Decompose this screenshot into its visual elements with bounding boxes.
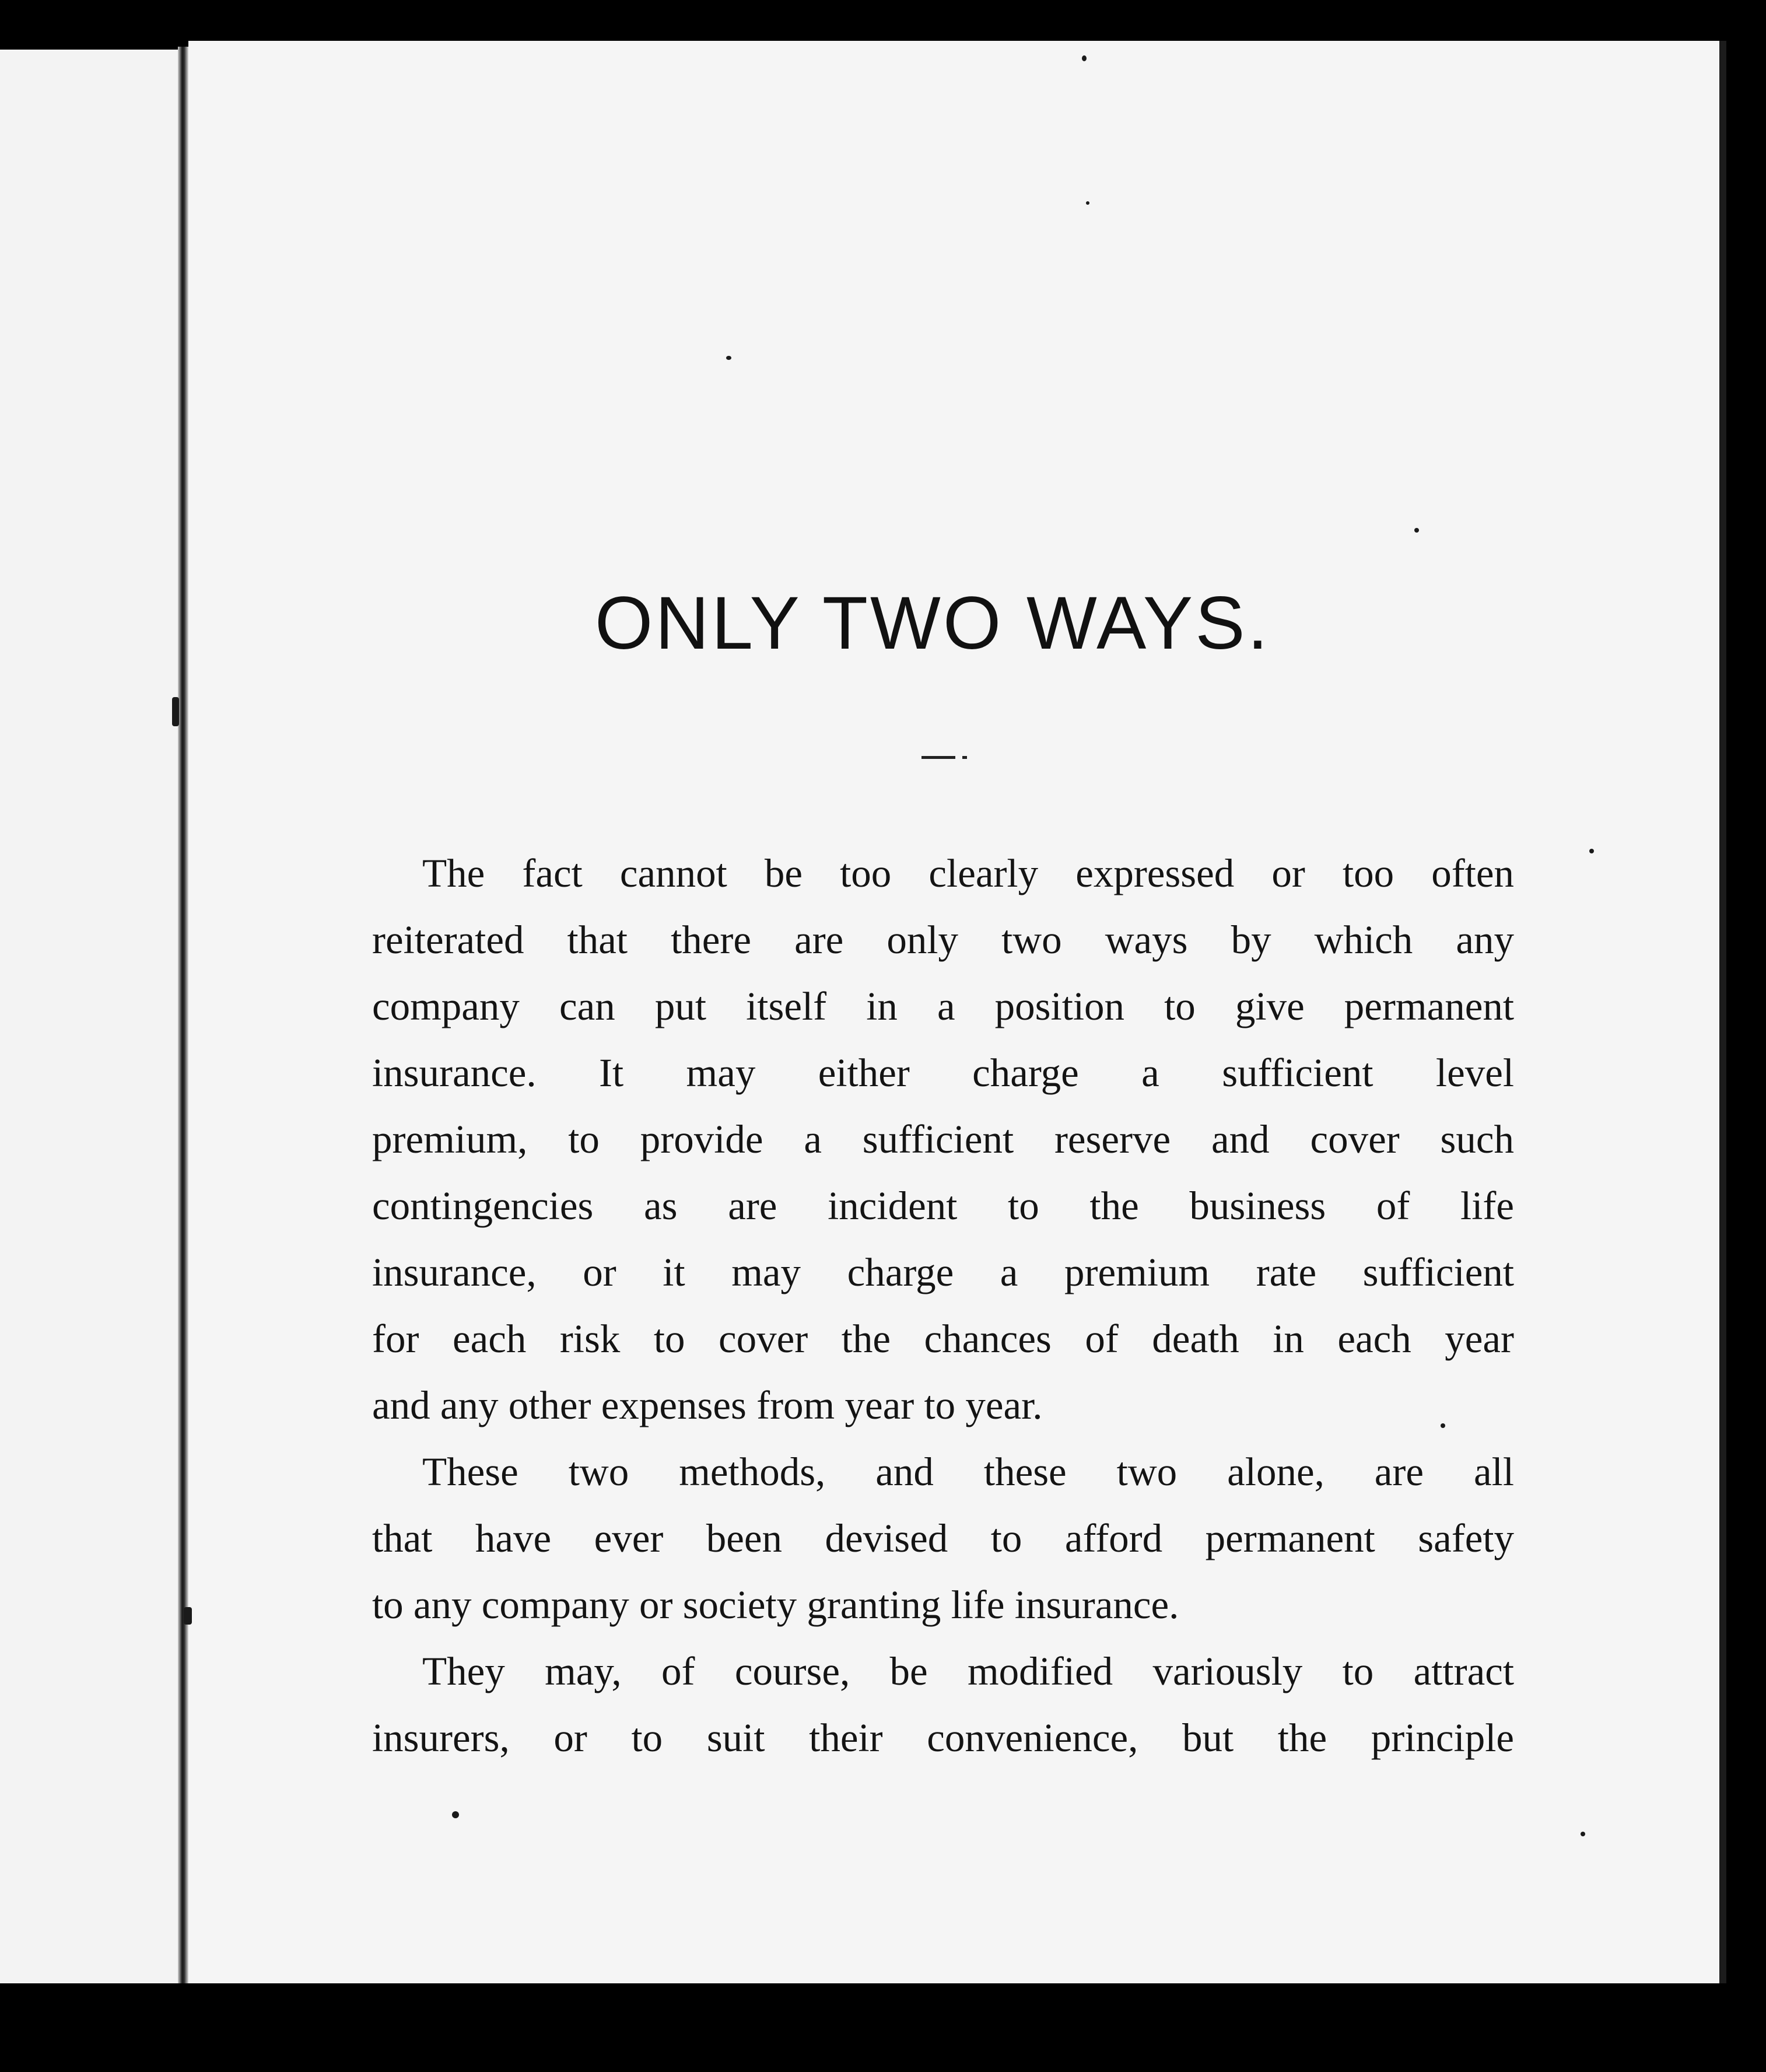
paragraph-3: [372, 1638, 1514, 1771]
text-line: premium, to provide a sufficient reserve and cover such: [372, 1117, 1514, 1161]
page-edge: [1719, 41, 1726, 1983]
scan-speck: [1589, 849, 1594, 853]
paragraph-2: [372, 1438, 1514, 1638]
facing-page-fragment: [0, 50, 178, 1986]
text-line: for each risk to cover the chances of death in each year: [372, 1317, 1514, 1361]
text-line: These two methods, and these two alone, are all: [422, 1450, 1514, 1494]
text-line: insurance, or it may charge a premium rate sufficient: [372, 1250, 1514, 1294]
scan-speck: [184, 1607, 192, 1625]
text-line: reiterated that there are only two ways by which any: [372, 918, 1514, 962]
binding-gutter: [178, 47, 188, 1995]
paragraph-1: [372, 840, 1514, 1438]
text-line: to any company or society granting life insurance.: [372, 1583, 1179, 1627]
scan-speck: [1086, 201, 1089, 205]
text-line: that have ever been devised to afford permanent safety: [372, 1516, 1514, 1560]
text-line: They may, of course, be modified variously to attract: [422, 1649, 1514, 1693]
text-line: insurance. It may either charge a sufficient level: [372, 1051, 1514, 1095]
scan-speck: [726, 356, 731, 360]
text-line: company can put itself in a position to give permanent: [372, 984, 1514, 1028]
title-rule-dot: [962, 756, 967, 759]
text-line: contingencies as are incident to the business of life: [372, 1184, 1514, 1228]
body-text: [372, 840, 1514, 1771]
text-line: The fact cannot be too clearly expressed or too often: [422, 851, 1514, 895]
scan-speck: [452, 1811, 459, 1818]
title-rule: [921, 756, 955, 759]
scan-speck: [1414, 528, 1419, 533]
scan-speck: [1082, 55, 1087, 61]
scan-speck: [172, 697, 179, 726]
scan-speck: [1581, 1832, 1585, 1836]
text-line: and any other expenses from year to year.: [372, 1383, 1043, 1427]
text-line: insurers, or to suit their convenience, but the principle: [372, 1716, 1514, 1760]
scan-border: [0, 1983, 1766, 2072]
scan-speck: [1441, 1423, 1445, 1428]
page-title: ONLY TWO WAYS.: [594, 582, 1271, 665]
